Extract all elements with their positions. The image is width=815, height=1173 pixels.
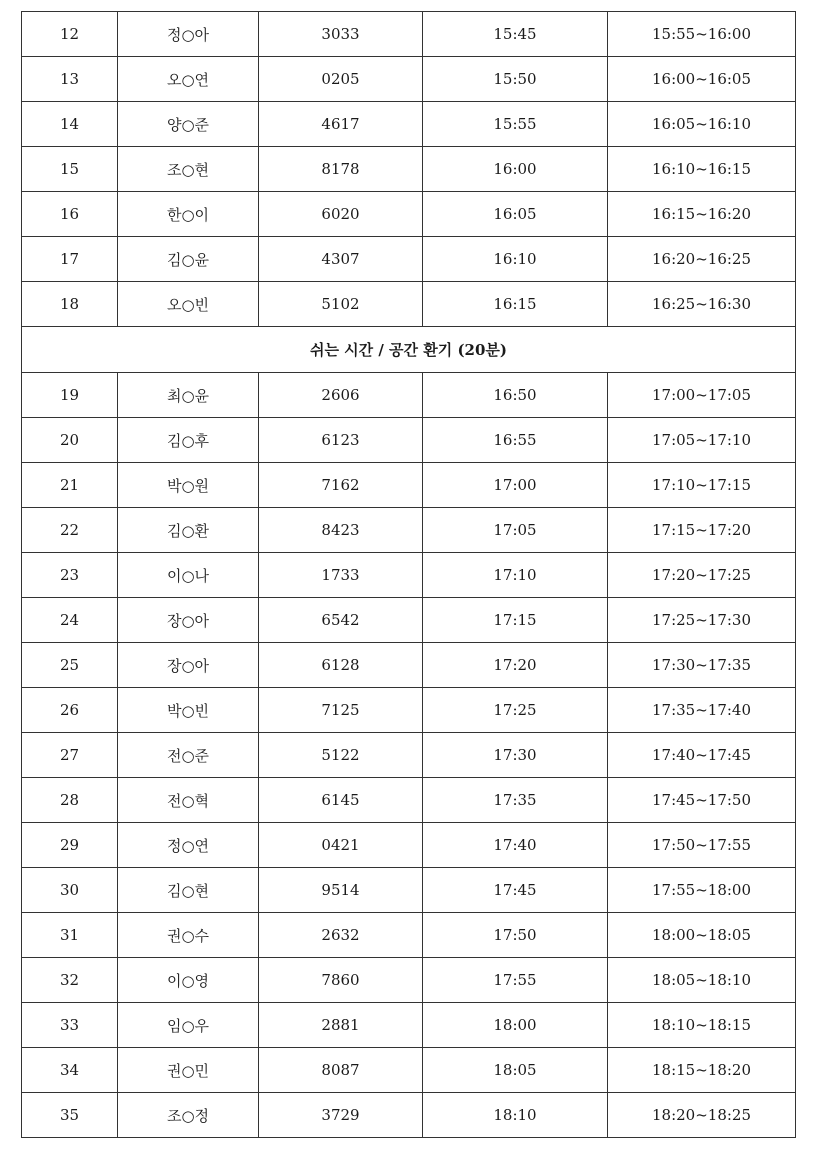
table-row <box>22 12 796 57</box>
time-slot: 18:20~18:25 <box>608 1093 796 1138</box>
row-number: 25 <box>22 643 118 688</box>
time-slot: 17:50~17:55 <box>608 823 796 868</box>
row-number: 35 <box>22 1093 118 1138</box>
arrival-time: 17:05 <box>423 508 608 553</box>
time-slot: 18:10~18:15 <box>608 1003 796 1048</box>
participant-code: 0205 <box>259 57 423 102</box>
row-number: 24 <box>22 598 118 643</box>
time-slot: 16:05~16:10 <box>608 102 796 147</box>
table-row <box>22 958 796 1003</box>
table-row <box>22 102 796 147</box>
arrival-time: 17:45 <box>423 868 608 913</box>
arrival-time: 16:10 <box>423 237 608 282</box>
time-slot: 18:05~18:10 <box>608 958 796 1003</box>
time-slot: 16:15~16:20 <box>608 192 796 237</box>
row-number: 19 <box>22 373 118 418</box>
participant-code: 9514 <box>259 868 423 913</box>
arrival-time: 16:50 <box>423 373 608 418</box>
participant-code: 7162 <box>259 463 423 508</box>
table-row <box>22 553 796 598</box>
participant-name: 최○윤 <box>118 373 259 418</box>
participant-name: 권○수 <box>118 913 259 958</box>
participant-code: 6128 <box>259 643 423 688</box>
table-row <box>22 1048 796 1093</box>
participant-code: 1733 <box>259 553 423 598</box>
row-number: 32 <box>22 958 118 1003</box>
participant-code: 7860 <box>259 958 423 1003</box>
arrival-time: 17:15 <box>423 598 608 643</box>
arrival-time: 17:40 <box>423 823 608 868</box>
arrival-time: 17:00 <box>423 463 608 508</box>
table-row <box>22 1003 796 1048</box>
table-row <box>22 913 796 958</box>
arrival-time: 17:10 <box>423 553 608 598</box>
participant-name: 조○현 <box>118 147 259 192</box>
row-number: 30 <box>22 868 118 913</box>
participant-name: 임○우 <box>118 1003 259 1048</box>
participant-name: 장○아 <box>118 598 259 643</box>
row-number: 26 <box>22 688 118 733</box>
time-slot: 17:30~17:35 <box>608 643 796 688</box>
participant-name: 김○현 <box>118 868 259 913</box>
row-number: 33 <box>22 1003 118 1048</box>
schedule-table-body <box>22 12 796 1138</box>
arrival-time: 16:05 <box>423 192 608 237</box>
arrival-time: 18:00 <box>423 1003 608 1048</box>
arrival-time: 16:00 <box>423 147 608 192</box>
participant-code: 8423 <box>259 508 423 553</box>
row-number: 21 <box>22 463 118 508</box>
table-row <box>22 508 796 553</box>
arrival-time: 17:30 <box>423 733 608 778</box>
table-row <box>22 733 796 778</box>
row-number: 31 <box>22 913 118 958</box>
arrival-time: 17:35 <box>423 778 608 823</box>
arrival-time: 15:55 <box>423 102 608 147</box>
time-slot: 16:10~16:15 <box>608 147 796 192</box>
row-number: 18 <box>22 282 118 327</box>
table-row <box>22 868 796 913</box>
participant-code: 2606 <box>259 373 423 418</box>
participant-code: 7125 <box>259 688 423 733</box>
time-slot: 18:15~18:20 <box>608 1048 796 1093</box>
arrival-time: 15:45 <box>423 12 608 57</box>
participant-code: 6020 <box>259 192 423 237</box>
time-slot: 17:15~17:20 <box>608 508 796 553</box>
break-label: 쉬는 시간 / 공간 환기 (20분) <box>22 327 796 373</box>
participant-code: 8087 <box>259 1048 423 1093</box>
table-row <box>22 688 796 733</box>
participant-name: 양○준 <box>118 102 259 147</box>
participant-name: 오○연 <box>118 57 259 102</box>
arrival-time: 17:50 <box>423 913 608 958</box>
participant-code: 8178 <box>259 147 423 192</box>
participant-code: 6542 <box>259 598 423 643</box>
participant-name: 김○환 <box>118 508 259 553</box>
row-number: 23 <box>22 553 118 598</box>
row-number: 15 <box>22 147 118 192</box>
table-row <box>22 192 796 237</box>
arrival-time: 17:25 <box>423 688 608 733</box>
row-number: 17 <box>22 237 118 282</box>
time-slot: 15:55~16:00 <box>608 12 796 57</box>
participant-name: 장○아 <box>118 643 259 688</box>
participant-code: 2881 <box>259 1003 423 1048</box>
time-slot: 17:20~17:25 <box>608 553 796 598</box>
participant-name: 김○후 <box>118 418 259 463</box>
table-row <box>22 598 796 643</box>
table-row <box>22 1093 796 1138</box>
participant-name: 박○원 <box>118 463 259 508</box>
participant-name: 이○나 <box>118 553 259 598</box>
row-number: 34 <box>22 1048 118 1093</box>
participant-name: 한○이 <box>118 192 259 237</box>
time-slot: 17:45~17:50 <box>608 778 796 823</box>
time-slot: 16:20~16:25 <box>608 237 796 282</box>
participant-name: 전○준 <box>118 733 259 778</box>
participant-code: 6145 <box>259 778 423 823</box>
row-number: 16 <box>22 192 118 237</box>
time-slot: 17:05~17:10 <box>608 418 796 463</box>
time-slot: 17:00~17:05 <box>608 373 796 418</box>
time-slot: 17:25~17:30 <box>608 598 796 643</box>
table-row <box>22 643 796 688</box>
row-number: 20 <box>22 418 118 463</box>
arrival-time: 16:15 <box>423 282 608 327</box>
time-slot: 17:35~17:40 <box>608 688 796 733</box>
participant-name: 전○혁 <box>118 778 259 823</box>
arrival-time: 16:55 <box>423 418 608 463</box>
table-row <box>22 237 796 282</box>
row-number: 22 <box>22 508 118 553</box>
table-row <box>22 463 796 508</box>
table-row <box>22 57 796 102</box>
arrival-time: 17:20 <box>423 643 608 688</box>
break-row <box>22 327 796 373</box>
row-number: 13 <box>22 57 118 102</box>
participant-code: 2632 <box>259 913 423 958</box>
schedule-table <box>21 11 796 1138</box>
time-slot: 17:10~17:15 <box>608 463 796 508</box>
participant-name: 이○영 <box>118 958 259 1003</box>
table-row <box>22 823 796 868</box>
table-row <box>22 778 796 823</box>
participant-name: 조○정 <box>118 1093 259 1138</box>
row-number: 12 <box>22 12 118 57</box>
participant-code: 4617 <box>259 102 423 147</box>
arrival-time: 18:05 <box>423 1048 608 1093</box>
arrival-time: 15:50 <box>423 57 608 102</box>
arrival-time: 18:10 <box>423 1093 608 1138</box>
participant-code: 5102 <box>259 282 423 327</box>
row-number: 28 <box>22 778 118 823</box>
table-row <box>22 418 796 463</box>
participant-code: 3033 <box>259 12 423 57</box>
time-slot: 16:00~16:05 <box>608 57 796 102</box>
participant-code: 6123 <box>259 418 423 463</box>
participant-code: 0421 <box>259 823 423 868</box>
participant-name: 권○민 <box>118 1048 259 1093</box>
participant-name: 오○빈 <box>118 282 259 327</box>
arrival-time: 17:55 <box>423 958 608 1003</box>
participant-name: 정○연 <box>118 823 259 868</box>
time-slot: 18:00~18:05 <box>608 913 796 958</box>
time-slot: 16:25~16:30 <box>608 282 796 327</box>
row-number: 29 <box>22 823 118 868</box>
row-number: 14 <box>22 102 118 147</box>
participant-code: 5122 <box>259 733 423 778</box>
participant-name: 김○윤 <box>118 237 259 282</box>
time-slot: 17:40~17:45 <box>608 733 796 778</box>
table-row <box>22 282 796 327</box>
participant-name: 박○빈 <box>118 688 259 733</box>
table-row <box>22 147 796 192</box>
participant-name: 정○아 <box>118 12 259 57</box>
table-row <box>22 373 796 418</box>
participant-code: 3729 <box>259 1093 423 1138</box>
time-slot: 17:55~18:00 <box>608 868 796 913</box>
participant-code: 4307 <box>259 237 423 282</box>
row-number: 27 <box>22 733 118 778</box>
